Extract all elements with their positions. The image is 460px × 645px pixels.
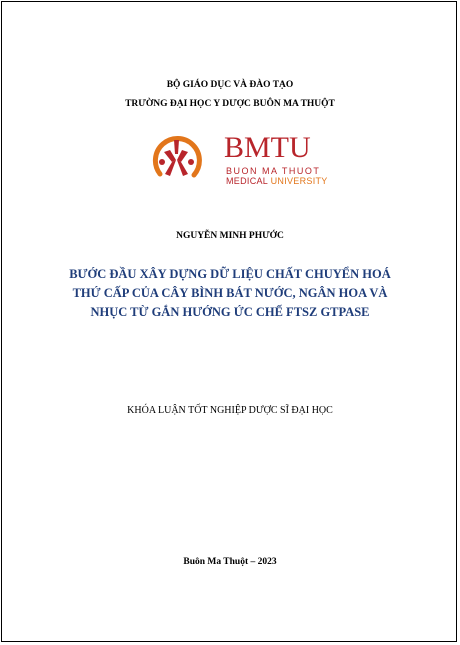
logo-subtitle-university: UNIVERSITY: [270, 176, 328, 186]
logo-abbreviation: BMTU: [224, 131, 311, 164]
bmtu-emblem-icon: [150, 132, 202, 184]
thesis-title: [60, 265, 400, 322]
university-logo: [150, 130, 350, 190]
thesis-title-line: THỨ CẤP CỦA CÂY BÌNH BÁT NƯỚC, NGÂN HOA VÀ: [72, 286, 388, 300]
ministry-heading: BỘ GIÁO DỤC VÀ ĐÀO TẠO: [166, 80, 294, 90]
university-heading: TRƯỜNG ĐẠI HỌC Y DƯỢC BUÔN MA THUỘT: [125, 99, 335, 109]
logo-city: BUON MA THUOT: [226, 166, 321, 176]
thesis-title-line: BƯỚC ĐẦU XÂY DỰNG DỮ LIỆU CHẤT CHUYỂN HOÁ: [69, 267, 391, 281]
thesis-type: KHÓA LUẬN TỐT NGHIỆP DƯỢC SĨ ĐẠI HỌC: [127, 405, 333, 416]
logo-subtitle: [226, 176, 328, 186]
author-name: NGUYỄN MINH PHƯỚC: [176, 231, 284, 241]
thesis-title-line: NHỤC TỪ GẮN HƯỚNG ỨC CHẾ FTSZ GTPASE: [90, 305, 370, 319]
logo-subtitle-medical: MEDICAL: [226, 176, 268, 186]
place-and-date: Buôn Ma Thuột – 2023: [183, 557, 277, 567]
